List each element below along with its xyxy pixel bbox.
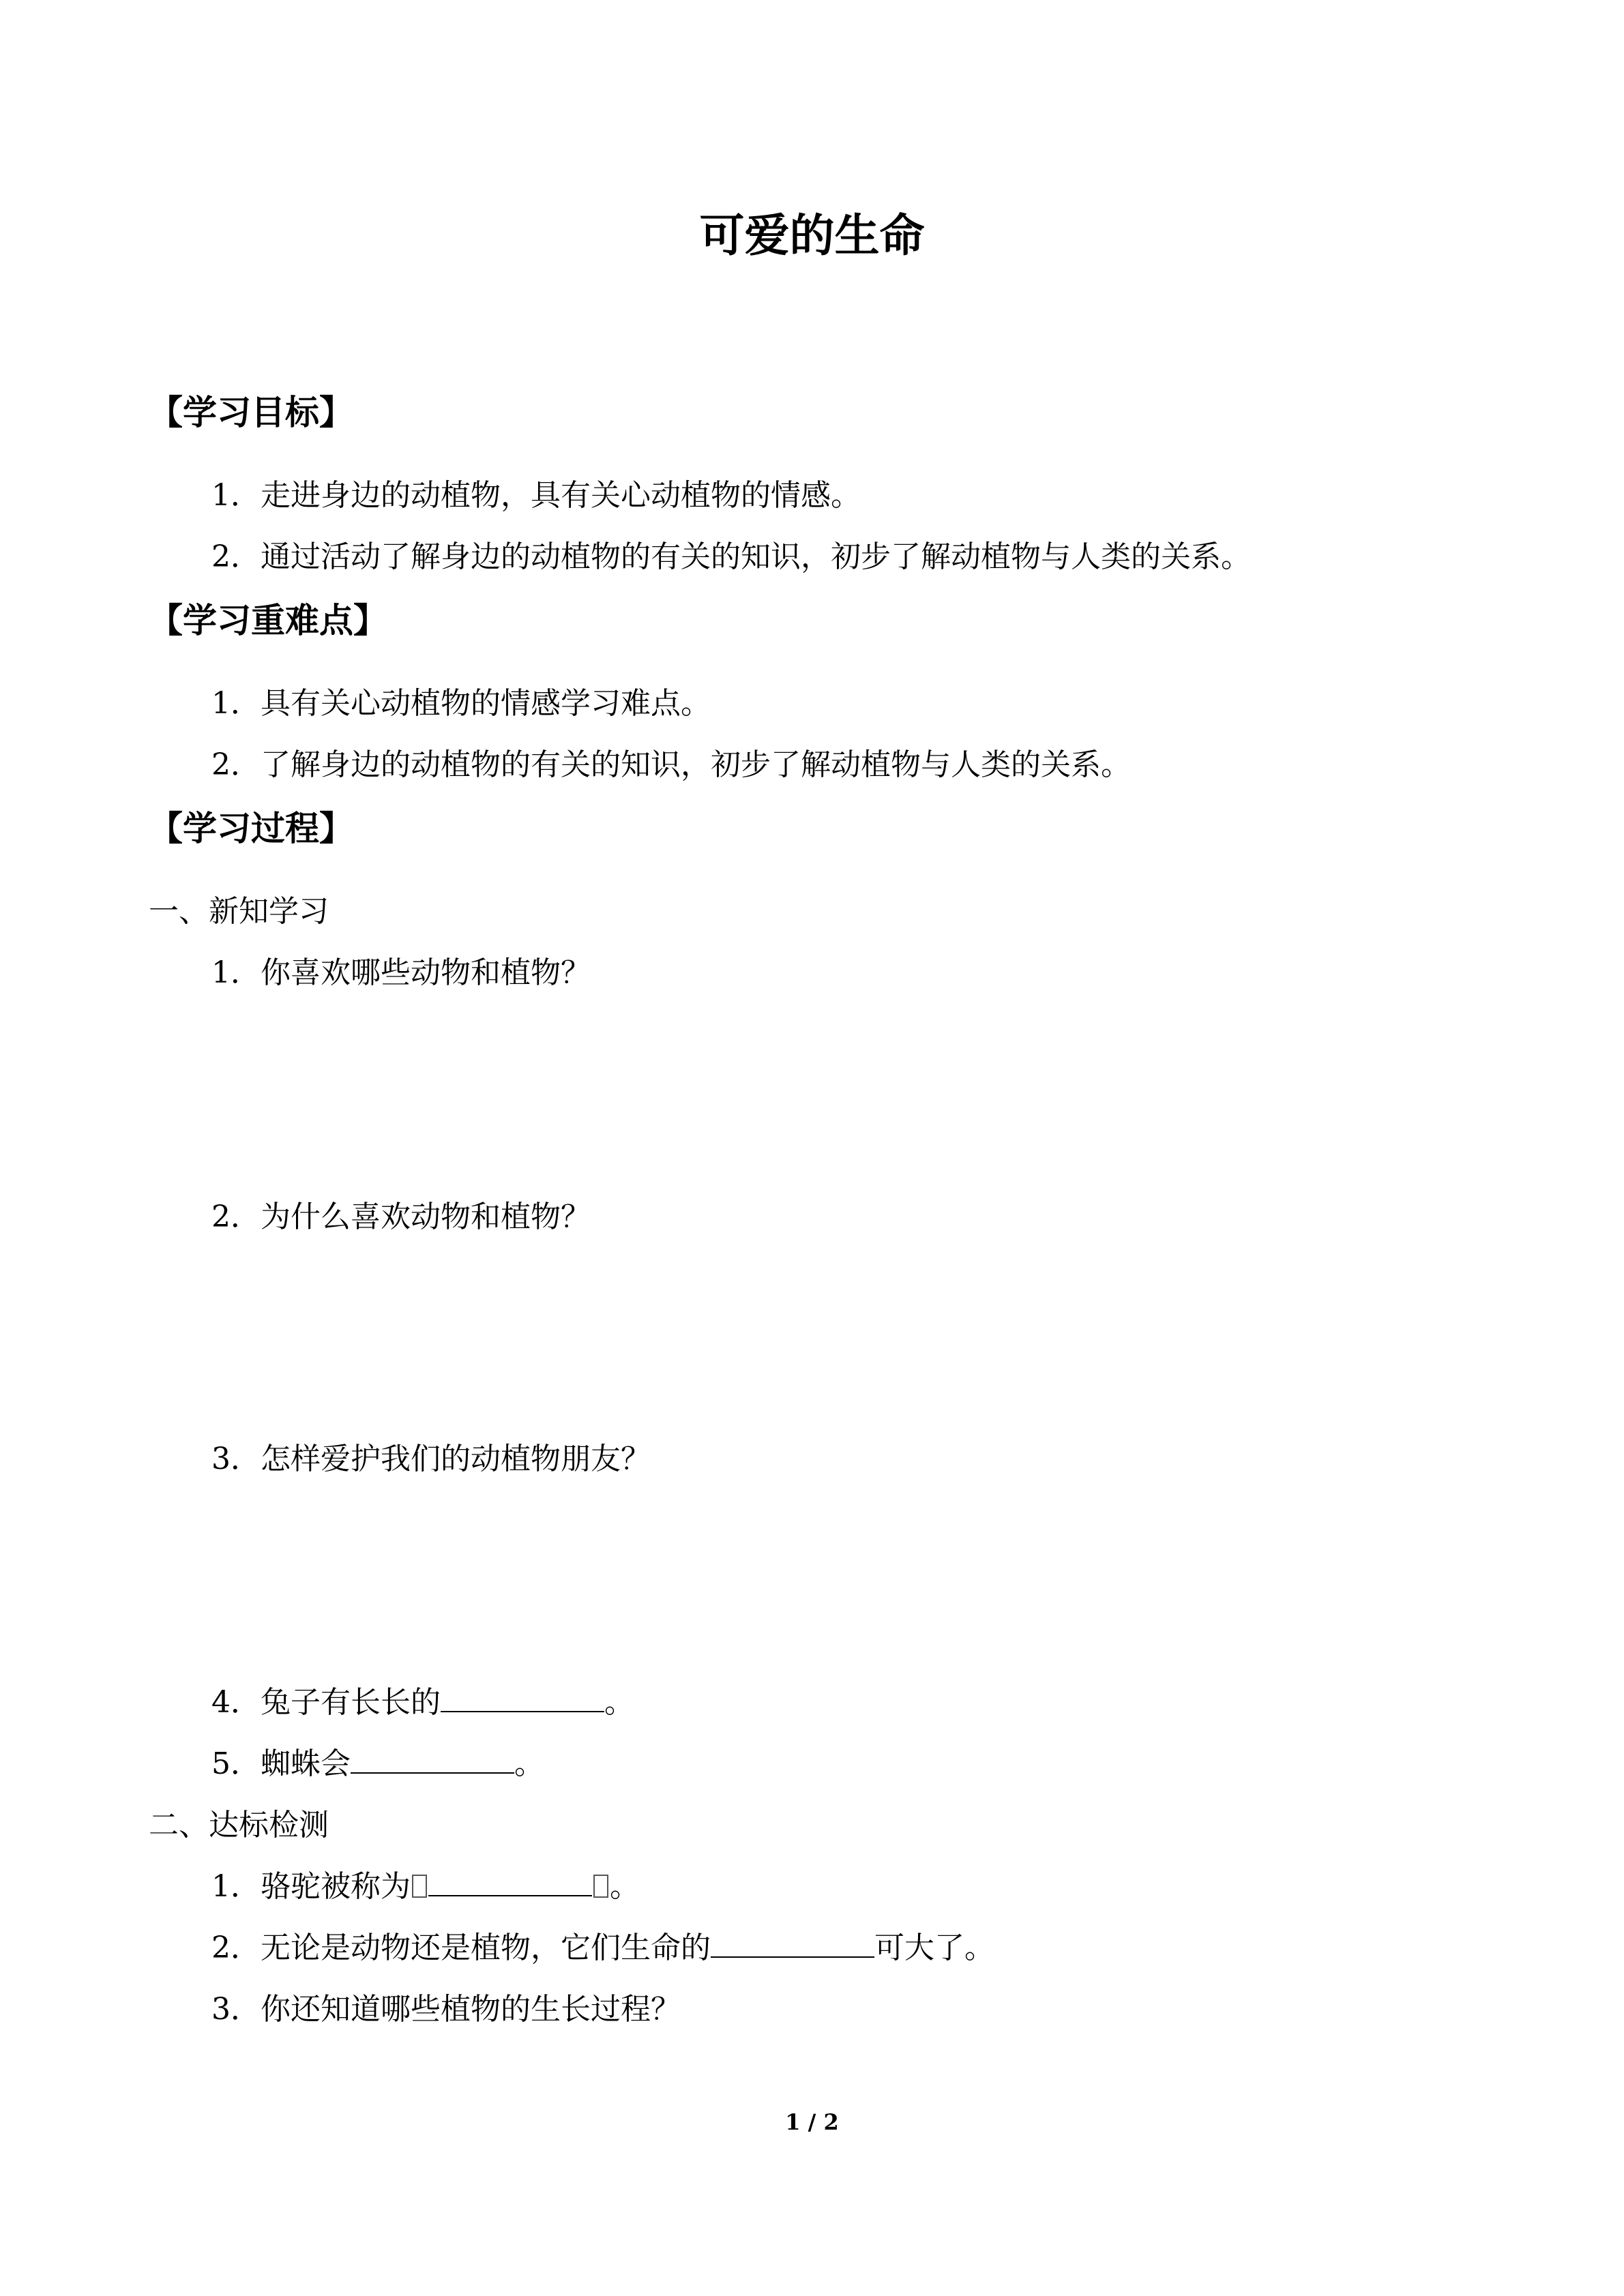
section-heading-process: 【学习过程】 xyxy=(149,808,353,848)
question-5-text: 5．蜘蛛会 xyxy=(211,1746,351,1781)
check-question-1-end: 。 xyxy=(610,1869,640,1904)
key-point-item-1: 1．具有关心动植物的情感学习难点。 xyxy=(211,686,711,721)
question-4-end: 。 xyxy=(604,1685,634,1720)
page-title: 可爱的生命 xyxy=(699,209,925,262)
question-4-text: 4．兔子有长长的 xyxy=(211,1685,441,1720)
key-point-item-2: 2．了解身边的动植物的有关的知识，初步了解动植物与人类的关系。 xyxy=(211,747,1131,782)
check-question-1-text: 1．骆驼被称为 xyxy=(211,1869,411,1904)
check-question-2-text: 2．无论是动物还是植物，它们生命的 xyxy=(211,1930,711,1965)
goal-item-1: 1．走进身边的动植物，具有关心动植物的情感。 xyxy=(211,478,861,513)
part-one-heading: 一、新知学习 xyxy=(149,894,329,929)
page-number: 1 / 2 xyxy=(785,2109,839,2135)
section-heading-goals: 【学习目标】 xyxy=(149,392,353,432)
question-5-end: 。 xyxy=(514,1746,544,1781)
fill-blank[interactable] xyxy=(428,1865,592,1896)
fill-blank[interactable] xyxy=(441,1681,604,1712)
question-5 xyxy=(211,1742,544,1786)
missing-glyph-box xyxy=(593,1875,608,1898)
check-question-1 xyxy=(211,1865,640,1909)
question-4 xyxy=(211,1681,634,1725)
part-two-heading: 二、达标检测 xyxy=(149,1808,329,1843)
section-heading-key-points: 【学习重难点】 xyxy=(149,600,387,640)
goal-item-2: 2．通过活动了解身边的动植物的有关的知识，初步了解动植物与人类的关系。 xyxy=(211,539,1251,574)
check-question-2-end: 可大了。 xyxy=(874,1930,994,1965)
check-question-3: 3．你还知道哪些植物的生长过程？ xyxy=(211,1992,681,2027)
question-1: 1．你喜欢哪些动物和植物？ xyxy=(211,955,591,990)
question-2: 2．为什么喜欢动物和植物？ xyxy=(211,1199,591,1234)
missing-glyph-box xyxy=(412,1875,427,1898)
question-3: 3．怎样爱护我们的动植物朋友？ xyxy=(211,1442,651,1476)
check-question-2 xyxy=(211,1926,994,1970)
fill-blank[interactable] xyxy=(711,1926,874,1958)
fill-blank[interactable] xyxy=(351,1742,514,1774)
